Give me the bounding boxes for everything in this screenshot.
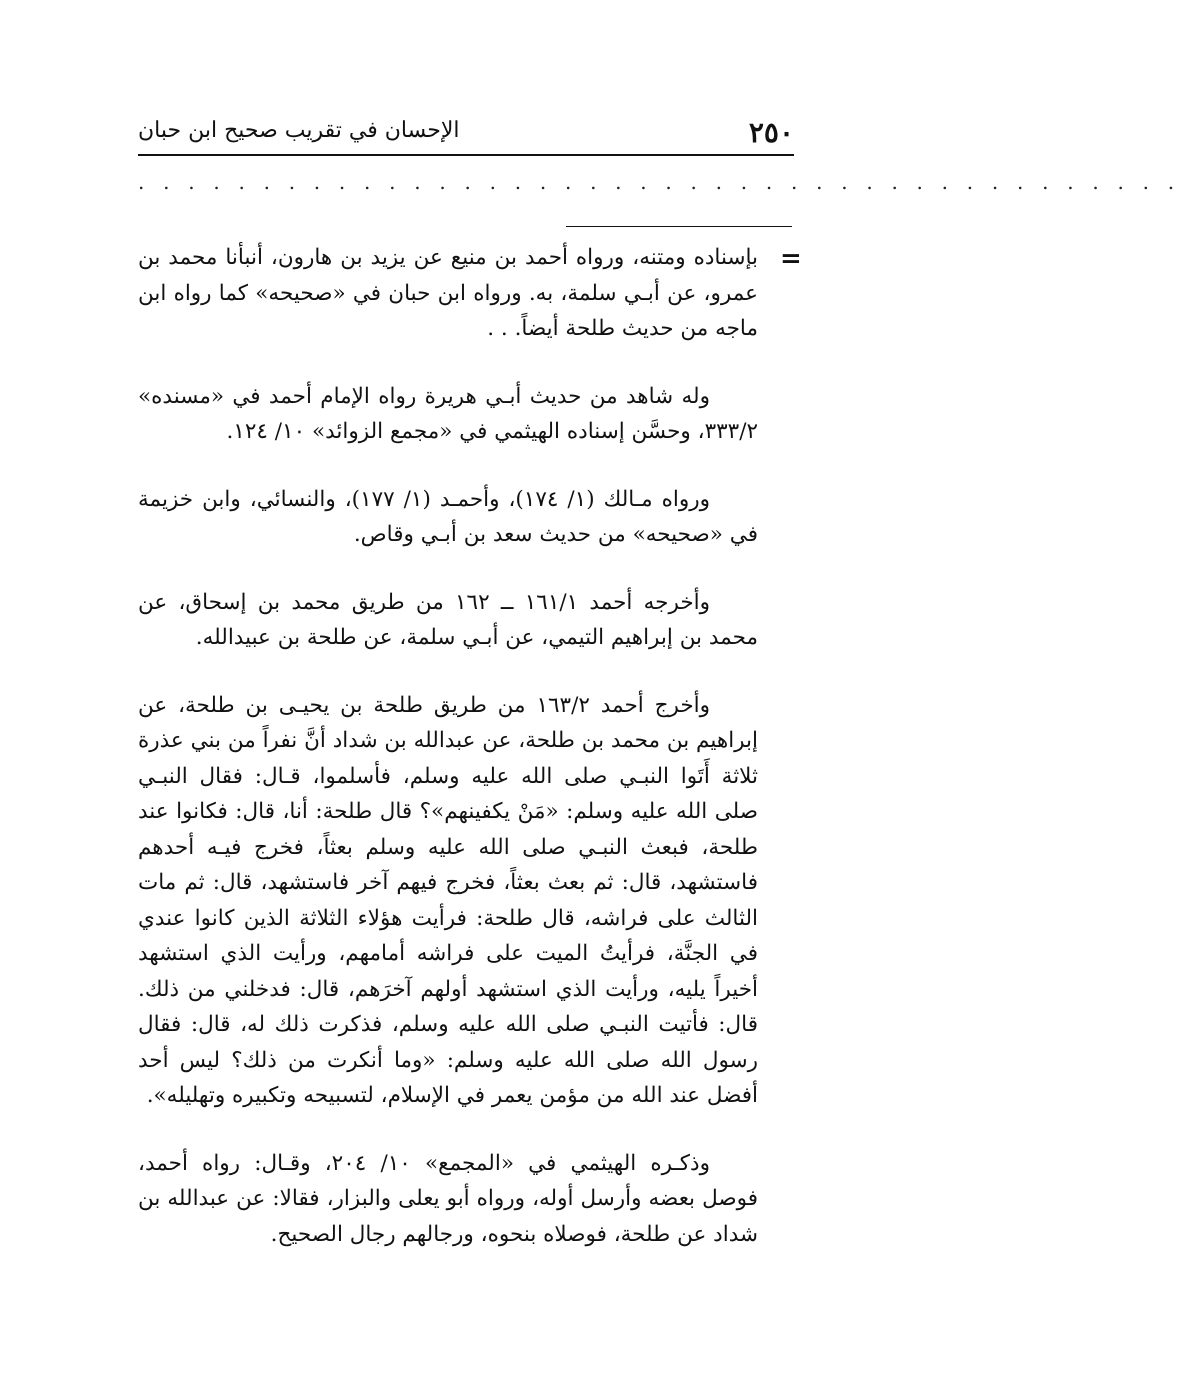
page-number: ٢٥٠ <box>748 116 794 149</box>
footnote-rule <box>566 226 792 227</box>
footnote-body <box>138 240 758 1284</box>
page-header <box>138 108 794 152</box>
dotted-separator: . . . . . . . . . . . . . . . . . . . . . . . . . . . . . . . . . . . . . . . . . . <box>138 170 1180 194</box>
continuation-mark: = <box>780 244 802 274</box>
header-rule <box>138 154 794 156</box>
running-title: الإحسان في تقريب صحيح ابن حبان <box>138 118 460 143</box>
paragraph-6: وذكـره الهيثمي في «المجمع» ١٠/ ٢٠٤، وقـال: رواه أحمد، فوصل بعضه وأرسل أوله، ورواه أبو يعلى والبزار، فقالا: عن عبدالله بن شداد عن طلحة، فوصلاه بنحوه، ورجالهم رجال الصحيح. <box>138 1150 758 1247</box>
paragraph-2: وله شاهد من حديث أبـي هريرة رواه الإمام أحمد في «مسنده» ٣٣٣/٢، وحسَّن إسناده الهيثمي في «مجمع الزوائد» ١٠/ ١٢٤. <box>138 383 758 444</box>
paragraph-3: ورواه مـالك (١/ ١٧٤)، وأحمـد (١/ ١٧٧)، والنسائي، وابن خزيمة في «صحيحه» من حديث سعد بن أبـي وقاص. <box>138 486 758 547</box>
paragraph-5: وأخرج أحمد ١٦٣/٢ من طريق طلحة بن يحيـى بن طلحة، عن إبراهيم بن محمد بن طلحة، عن عبدالله بن شداد أنَّ نفراً من بني عذرة ثلاثة أَتَوا النبـي صلى الله عليه وسلم، فأسلموا، قـال: فقال النبـي صلى الله عليه وسلم: «مَنْ يكفينهم»؟ قال طلحة: أنا، قال: فكانوا عند طلحة، فبعث النبـي صلى الله عليه وسلم بعثاً، فخرج فيـه أحدهم فاستشهد، قال: ثم بعث بعثاً، فخرج فيهم آخر فاستشهد، قال: ثم مات الثالث على فراشه، قال طلحة: فرأيت هؤلاء الثلاثة الذين كانوا عندي في الجنَّة، فرأيتُ الميت على فراشه أمامهم، ورأيت الذي استشهد أخيراً يليه، ورأيت الذي استشهد أولهم آخرَهم، قال: فدخلني من ذلك. قال: فأتيت النبـي صلى الله عليه وسلم، فذكرت ذلك له، قال: فقال رسول الله صلى الله عليه وسلم: «وما أنكرت من ذلك؟ ليس أحد أفضل عند الله من مؤمن يعمر في الإسلام، لتسبيحه وتكبيره وتهليله». <box>138 692 758 1108</box>
paragraph-1: بإسناده ومتنه، ورواه أحمد بن منيع عن يزيد بن هارون، أنبأنا محمد بن عمرو، عن أبـي سلمة، به. ورواه ابن حبان في «صحيحه» كما رواه ابن ماجه من حديث طلحة أيضاً. . . <box>138 245 758 341</box>
paragraph-4: وأخرجه أحمد ١٦١/١ ــ ١٦٢ من طريق محمد بن إسحاق، عن محمد بن إبراهيم التيمي، عن أبـي سلمة، عن طلحة بن عبيدالله. <box>138 589 758 650</box>
